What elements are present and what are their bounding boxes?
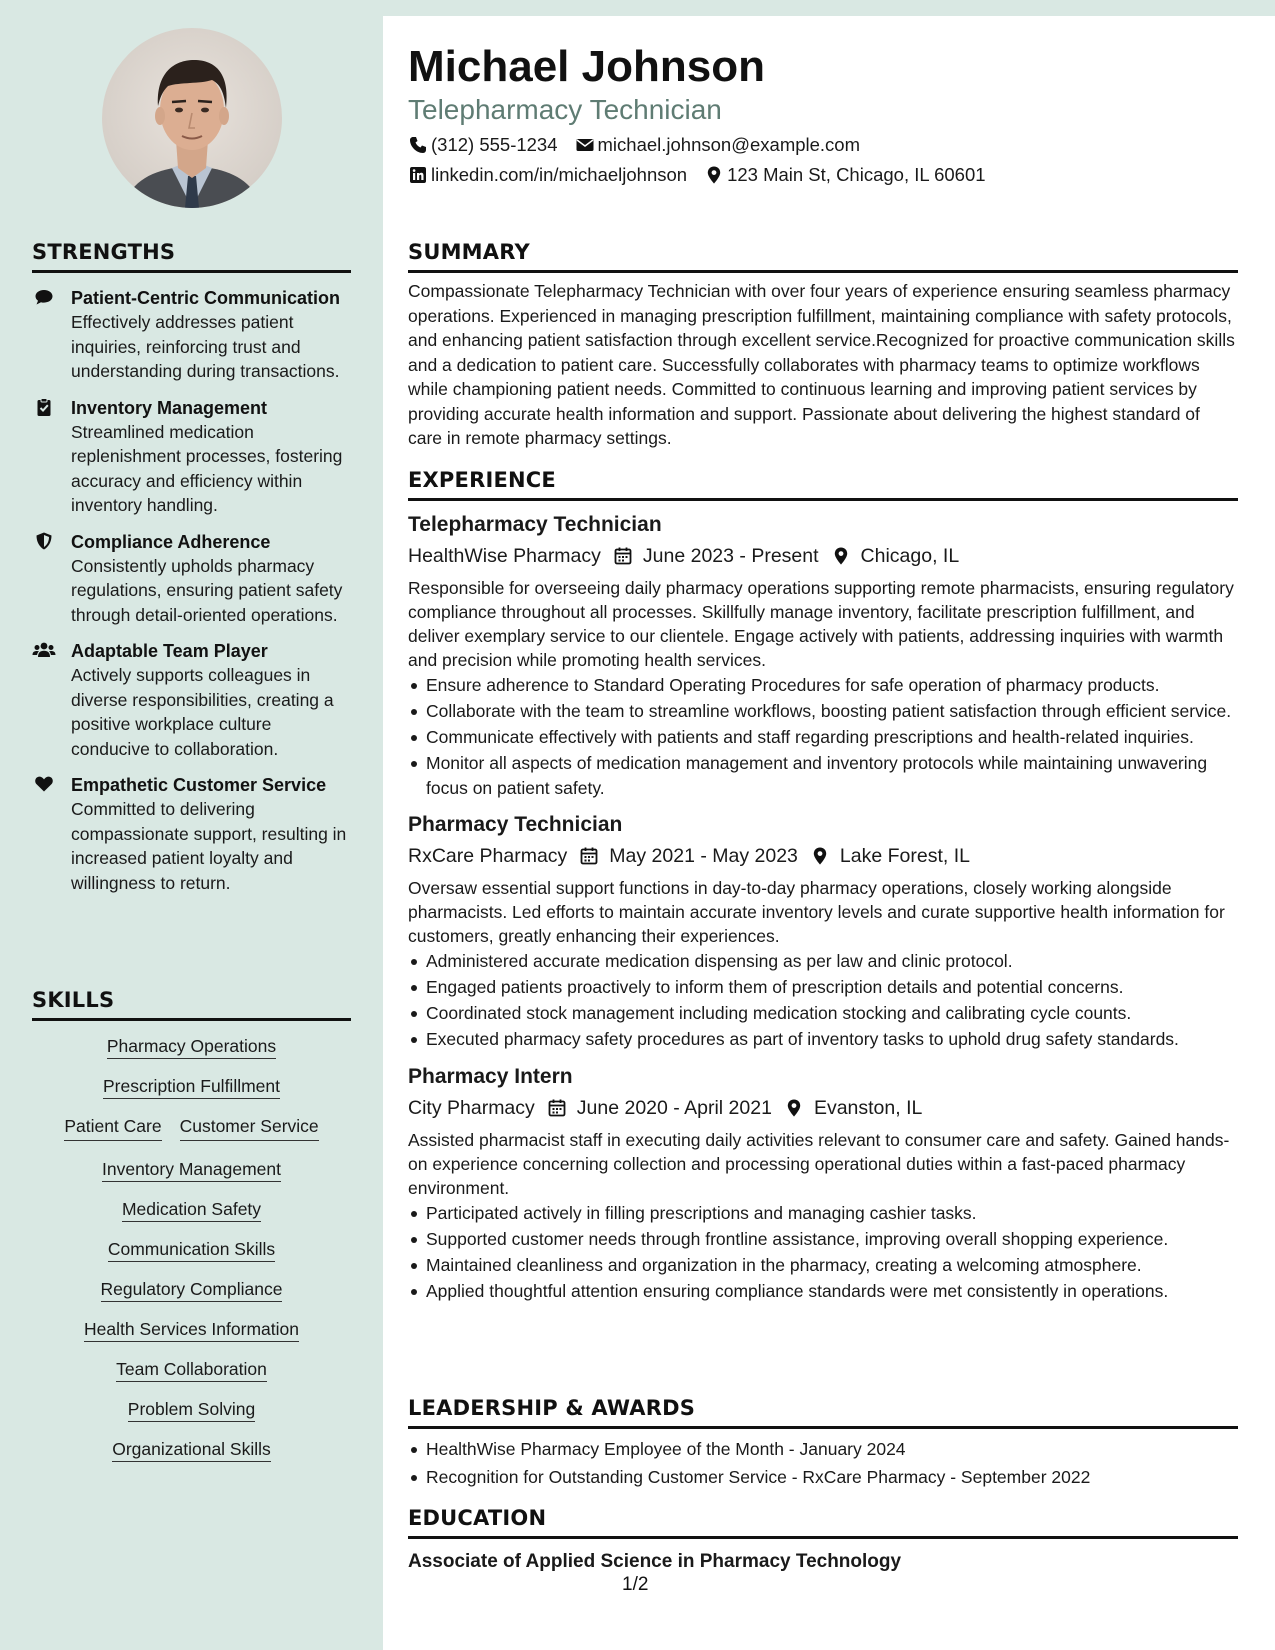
skill-row: [32, 1278, 351, 1301]
list-item: Executed pharmacy safety procedures as part of inventory tasks to uphold drug safety standards.: [408, 1027, 1238, 1052]
skill-row: [32, 1438, 351, 1461]
job-meta: [408, 541, 1238, 571]
list-item: HealthWise Pharmacy Employee of the Month - January 2024: [408, 1437, 1238, 1462]
job-location: Evanston, IL: [813, 1096, 923, 1119]
job-bullets: [408, 673, 1238, 800]
list-item: Applied thoughtful attention ensuring compliance standards were met consistently in operations.: [408, 1279, 1238, 1304]
candidate-role: Telepharmacy Technician: [408, 94, 722, 125]
strength-title: Compliance Adherence: [71, 531, 271, 552]
contact-row: [408, 134, 877, 156]
skill-tag: Medication Safety: [122, 1199, 261, 1222]
skill-tag: Pharmacy Operations: [107, 1036, 276, 1059]
page-number: 1/2: [622, 1574, 649, 1595]
sidebar: [0, 0, 383, 1650]
map-pin-icon: [784, 1098, 804, 1118]
strength-title: Empathetic Customer Service: [71, 775, 327, 795]
job-location: Chicago, IL: [860, 545, 960, 567]
heart-icon: [34, 774, 54, 794]
experience-heading: EXPERIENCE: [408, 468, 1238, 501]
main-content: [383, 16, 1275, 1650]
list-item: Collaborate with the team to streamline workflows, boosting patient satisfaction through efficient service.: [408, 699, 1238, 724]
calendar-icon: [547, 1098, 567, 1118]
linkedin-contact[interactable]: [408, 164, 687, 186]
address-contact: [704, 164, 986, 186]
street-address: 123 Main St, Chicago, IL 60601: [727, 164, 986, 185]
skill-row: [32, 1358, 351, 1381]
skill-row: [32, 1238, 351, 1261]
skills-section: [32, 988, 351, 1478]
education-degree: Associate of Applied Science in Pharmacy Technology: [408, 1551, 902, 1572]
strength-title: Patient-Centric Communication: [71, 288, 341, 308]
envelope-icon: [575, 135, 595, 155]
skill-row: [32, 1158, 351, 1181]
skill-tag: Patient Care: [64, 1115, 161, 1141]
map-pin-icon: [810, 846, 830, 866]
list-item: Monitor all aspects of medication management and inventory protocols while maintaining unwavering focus on patient safety.: [408, 751, 1238, 800]
skill-tag: Problem Solving: [128, 1399, 255, 1422]
strength-desc: Committed to delivering compassionate support, resulting in increased patient loyalty and willingness to return.: [71, 799, 347, 893]
strengths-heading: STRENGTHS: [32, 240, 351, 273]
email-address[interactable]: michael.johnson@example.com: [597, 134, 861, 155]
skill-tag: Health Services Information: [84, 1319, 299, 1342]
linkedin-icon: [408, 165, 428, 185]
strength-item: [32, 286, 351, 384]
summary-heading: SUMMARY: [408, 240, 1238, 273]
list-item: Coordinated stock management including medication stocking and calibrating cycle counts.: [408, 1001, 1238, 1026]
map-pin-icon: [831, 546, 851, 566]
job-dates: May 2021 - May 2023: [609, 845, 798, 867]
strength-desc: Consistently upholds pharmacy regulations, ensuring patient safety through detail-oriented operations.: [71, 555, 343, 625]
skill-tag: Customer Service: [180, 1115, 319, 1141]
strength-item: [32, 773, 351, 895]
speech-bubble-icon: [34, 287, 54, 307]
skill-tag: Team Collaboration: [116, 1359, 267, 1382]
strength-item: [32, 396, 351, 518]
email-contact[interactable]: [575, 134, 861, 156]
phone-icon: [408, 135, 428, 155]
strength-item: [32, 530, 351, 628]
strength-title: Inventory Management: [71, 397, 268, 418]
list-item: Participated actively in filling prescriptions and managing cashier tasks.: [408, 1201, 1238, 1226]
skills-heading: SKILLS: [32, 988, 351, 1021]
list-item: Administered accurate medication dispensing as per law and clinic protocol.: [408, 949, 1238, 974]
summary-section: [408, 240, 1238, 451]
job-entry: [408, 1063, 1238, 1304]
skill-tag: Regulatory Compliance: [101, 1279, 283, 1302]
skill-tag: Inventory Management: [102, 1159, 281, 1182]
phone-contact: [408, 134, 558, 156]
job-meta: [408, 1093, 1238, 1123]
strengths-section: [32, 240, 351, 895]
job-location: Lake Forest, IL: [839, 845, 970, 867]
summary-text: Compassionate Telepharmacy Technician with over four years of experience ensuring seamless pharmacy operations. Experienced in managing prescription fulfillment, maintaining compliance with safety protocols, and enhancing patient satisfaction through excellent service.Recognized for proactive communication skills and a dedication to patient care. Successfully collaborates with pharmacy teams to optimize workflows while championing patient needs. Committed to continuous learning and improving patient services by providing accurate health information and support. Passionate about delivering the highest standard of care in remote pharmacy settings.: [408, 281, 1235, 448]
job-company: HealthWise Pharmacy: [408, 545, 601, 567]
contact-row-2: [408, 164, 1003, 186]
list-item: Recognition for Outstanding Customer Service - RxCare Pharmacy - September 2022: [408, 1465, 1238, 1490]
education-heading: EDUCATION: [408, 1506, 1238, 1539]
clipboard-check-icon: [34, 397, 54, 417]
strength-title: Adaptable Team Player: [71, 641, 268, 661]
list-item: Maintained cleanliness and organization in the pharmacy, creating a welcoming atmosphere.: [408, 1253, 1238, 1278]
job-company: RxCare Pharmacy: [408, 845, 568, 867]
awards-list: [408, 1437, 1238, 1490]
strength-desc: Streamlined medication replenishment processes, fostering accuracy and efficiency within inventory handling.: [71, 421, 343, 515]
job-company: City Pharmacy: [408, 1096, 535, 1119]
map-pin-icon: [704, 165, 724, 185]
job-dates: June 2023 - Present: [642, 545, 819, 567]
job-title: Pharmacy Intern: [408, 1064, 573, 1088]
leadership-section: [408, 1396, 1238, 1491]
job-dates: June 2020 - April 2021: [576, 1096, 772, 1119]
list-item: Communicate effectively with patients and staff regarding prescriptions and health-related inquiries.: [408, 725, 1238, 750]
linkedin-url[interactable]: linkedin.com/in/michaeljohnson: [431, 164, 688, 185]
experience-section: [408, 468, 1238, 1305]
calendar-icon: [579, 846, 599, 866]
skill-row: [32, 1398, 351, 1421]
job-entry: [408, 511, 1238, 800]
job-meta: [408, 841, 1238, 871]
skill-row: [32, 1198, 351, 1221]
strength-item: [32, 639, 351, 761]
education-section: [408, 1506, 1238, 1573]
avatar: [102, 28, 282, 208]
strength-desc: Actively supports colleagues in diverse responsibilities, creating a positive workplace culture conducive to collaboration.: [71, 665, 334, 759]
shield-icon: [34, 531, 54, 551]
candidate-name: Michael Johnson: [408, 42, 765, 91]
calendar-icon: [613, 546, 633, 566]
users-icon: [32, 640, 56, 660]
skills-list: [32, 1021, 351, 1478]
job-bullets: [408, 1201, 1238, 1304]
job-description: Responsible for overseeing daily pharmacy operations supporting remote pharmacists, ensuring regulatory compliance throughout all processes. Skillfully manage inventory, facilitate prescription fulfillment, and deliver exemplary service to our clientele. Engage actively with patients, addressing inquiries with warmth and precision while promoting health services.: [408, 578, 1234, 670]
portrait-image: [102, 28, 282, 208]
skill-tag: Prescription Fulfillment: [103, 1076, 280, 1099]
leadership-heading: LEADERSHIP & AWARDS: [408, 1396, 1238, 1429]
skill-row: [32, 1318, 351, 1341]
job-entry: [408, 811, 1238, 1052]
job-title: Pharmacy Technician: [408, 813, 623, 836]
job-description: Assisted pharmacist staff in executing daily activities relevant to consumer care and safety. Gained hands-on experience concerning collection and processing operational duties within a fast-paced pharmacy environment.: [408, 1129, 1230, 1198]
list-item: Engaged patients proactively to inform them of prescription details and potential concerns.: [408, 975, 1238, 1000]
job-title: Telepharmacy Technician: [408, 513, 662, 536]
skill-row: [32, 1035, 351, 1058]
job-bullets: [408, 949, 1238, 1052]
list-item: Ensure adherence to Standard Operating Procedures for safe operation of pharmacy products.: [408, 673, 1238, 698]
skill-row: [32, 1075, 351, 1098]
skill-tag: Communication Skills: [108, 1239, 275, 1262]
job-description: Oversaw essential support functions in day-to-day pharmacy operations, closely working alongside pharmacists. Led efforts to maintain accurate inventory levels and curate supportive health information for customers, greatly enhancing their experiences.: [408, 878, 1225, 946]
phone-number: (312) 555-1234: [431, 134, 558, 155]
strength-desc: Effectively addresses patient inquiries, reinforcing trust and understanding during transactions.: [71, 312, 340, 381]
list-item: Supported customer needs through frontline assistance, improving overall shopping experience.: [408, 1227, 1238, 1252]
skill-tag: Organizational Skills: [112, 1439, 271, 1462]
